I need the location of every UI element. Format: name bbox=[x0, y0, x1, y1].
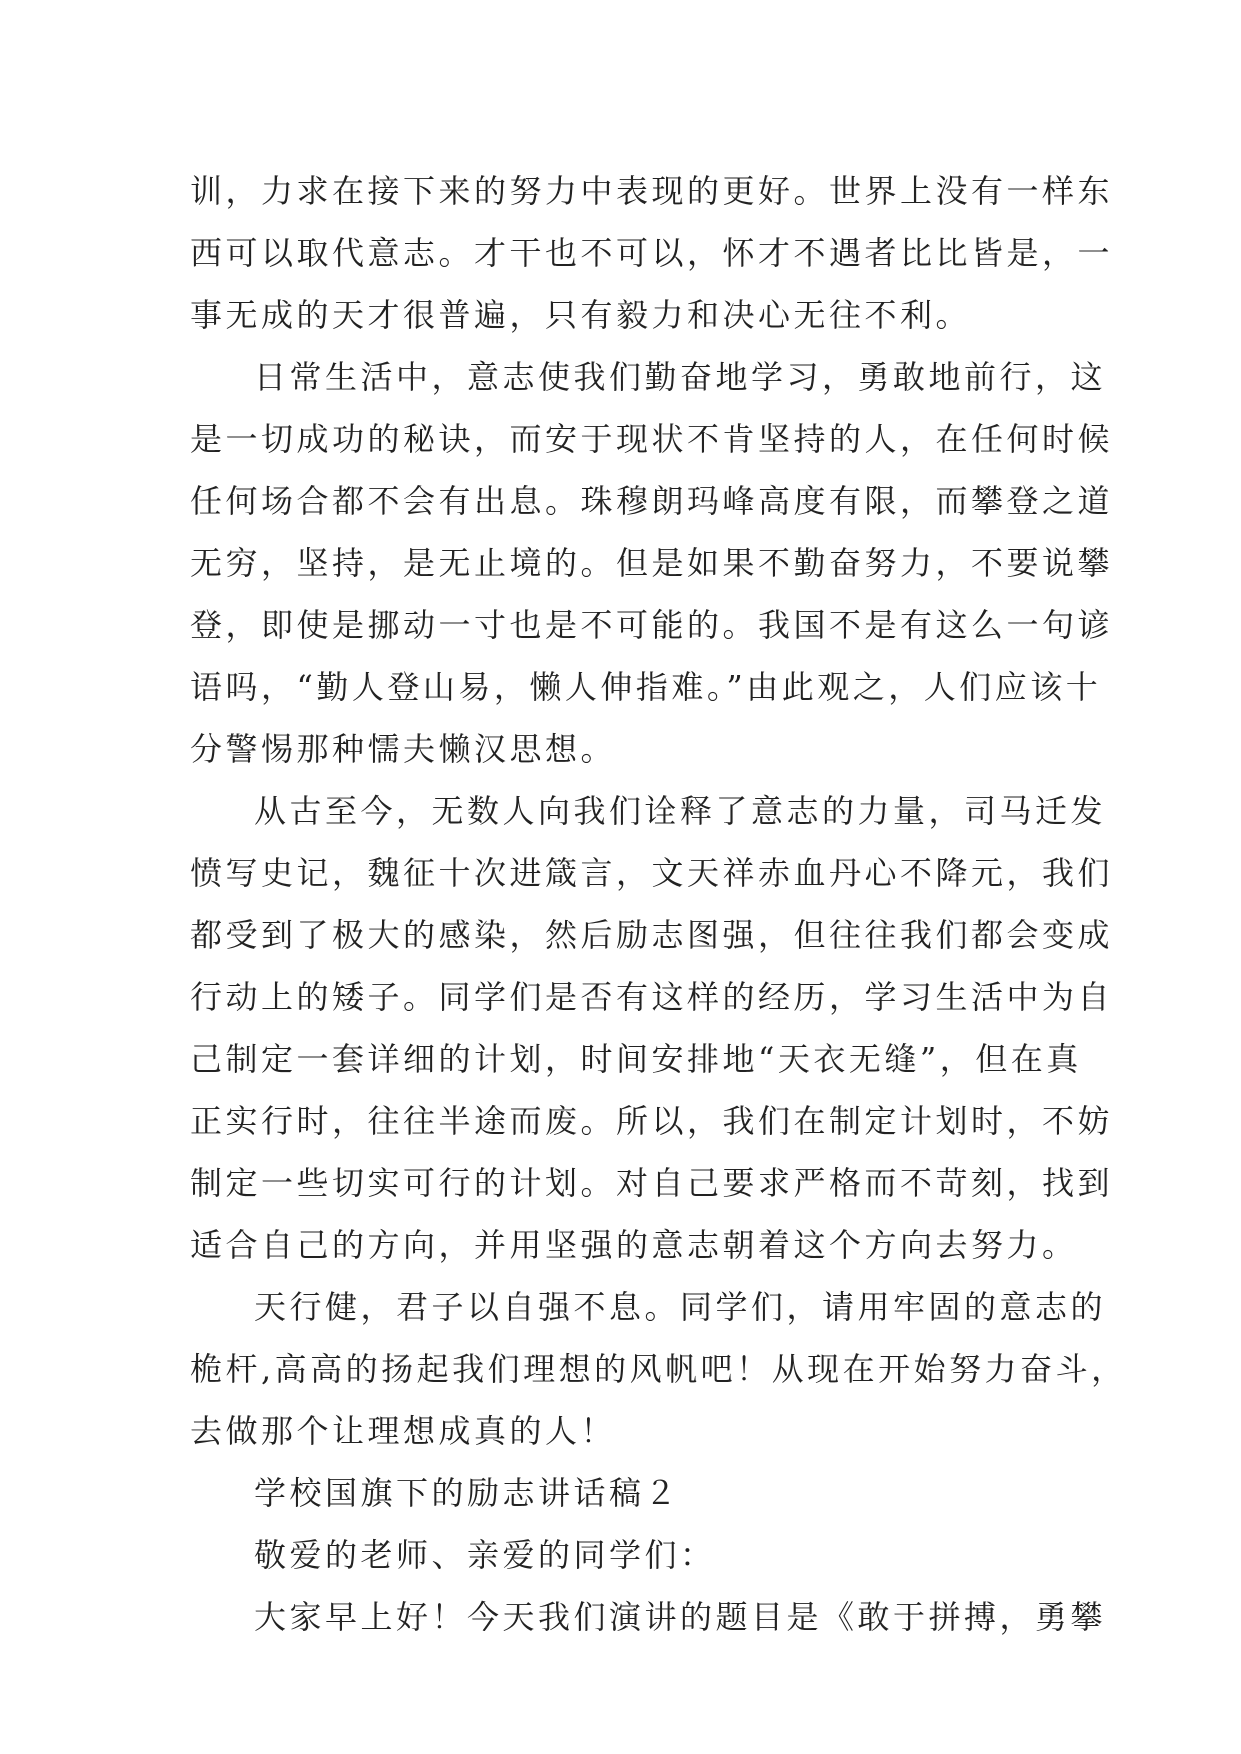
text-line: 敬爱的老师、亲爱的同学们： bbox=[254, 1536, 716, 1574]
text-line: 从古至今，无数人向我们诠释了意志的力量，司马迁发 bbox=[254, 792, 1107, 830]
text-line: 制定一些切实可行的计划。对自己要求严格而不苛刻，找到 bbox=[190, 1164, 1114, 1202]
text-line: 行动上的矮子。同学们是否有这样的经历，学习生活中为自 bbox=[190, 978, 1114, 1016]
text-line: 任何场合都不会有出息。珠穆朗玛峰高度有限，而攀登之道 bbox=[190, 482, 1114, 520]
text-line: 去做那个让理想成真的人！ bbox=[190, 1412, 617, 1450]
text-line: 桅杆,高高的扬起我们理想的风帆吧！从现在开始努力奋斗， bbox=[190, 1350, 1127, 1388]
text-line: 语吗，“勤人登山易，懒人伸指难。”由此观之，人们应该十 bbox=[190, 668, 1102, 706]
text-line: 大家早上好！今天我们演讲的题目是《敢于拼搏，勇攀 bbox=[254, 1598, 1107, 1636]
paragraph-3 bbox=[190, 780, 1114, 1276]
text-line: 分警惕那种懦夫懒汉思想。 bbox=[190, 730, 617, 768]
text-line: 己制定一套详细的计划，时间安排地“天衣无缝”，但在真 bbox=[190, 1040, 1082, 1078]
paragraph-4 bbox=[190, 1276, 1127, 1462]
paragraph-opening bbox=[190, 1586, 1107, 1648]
text-line: 登，即使是挪动一寸也是不可能的。我国不是有这么一句谚 bbox=[190, 606, 1114, 644]
text-line: 正实行时，往往半途而废。所以，我们在制定计划时，不妨 bbox=[190, 1102, 1114, 1140]
document-body bbox=[190, 160, 1127, 1648]
text-line: 学校国旗下的励志讲话稿２ bbox=[254, 1474, 681, 1512]
text-line: 天行健，君子以自强不息。同学们，请用牢固的意志的 bbox=[254, 1288, 1107, 1326]
text-line: 无穷，坚持，是无止境的。但是如果不勤奋努力，不要说攀 bbox=[190, 544, 1114, 582]
text-line: 西可以取代意志。才干也不可以，怀才不遇者比比皆是，一 bbox=[190, 234, 1114, 272]
text-line: 适合自己的方向，并用坚强的意志朝着这个方向去努力。 bbox=[190, 1226, 1078, 1264]
text-line: 是一切成功的秘诀，而安于现状不肯坚持的人，在任何时候 bbox=[190, 420, 1114, 458]
text-line: 愤写史记，魏征十次进箴言，文天祥赤血丹心不降元，我们 bbox=[190, 854, 1114, 892]
text-line: 训，力求在接下来的努力中表现的更好。世界上没有一样东 bbox=[190, 172, 1114, 210]
text-line: 事无成的天才很普遍，只有毅力和决心无往不利。 bbox=[190, 296, 972, 334]
section-title bbox=[190, 1462, 1050, 1524]
paragraph-2 bbox=[190, 346, 1114, 780]
text-line: 都受到了极大的感染，然后励志图强，但往往我们都会变成 bbox=[190, 916, 1114, 954]
paragraph-1 bbox=[190, 160, 1114, 346]
text-line: 日常生活中，意志使我们勤奋地学习，勇敢地前行，这 bbox=[254, 358, 1107, 396]
salutation bbox=[190, 1524, 1050, 1586]
